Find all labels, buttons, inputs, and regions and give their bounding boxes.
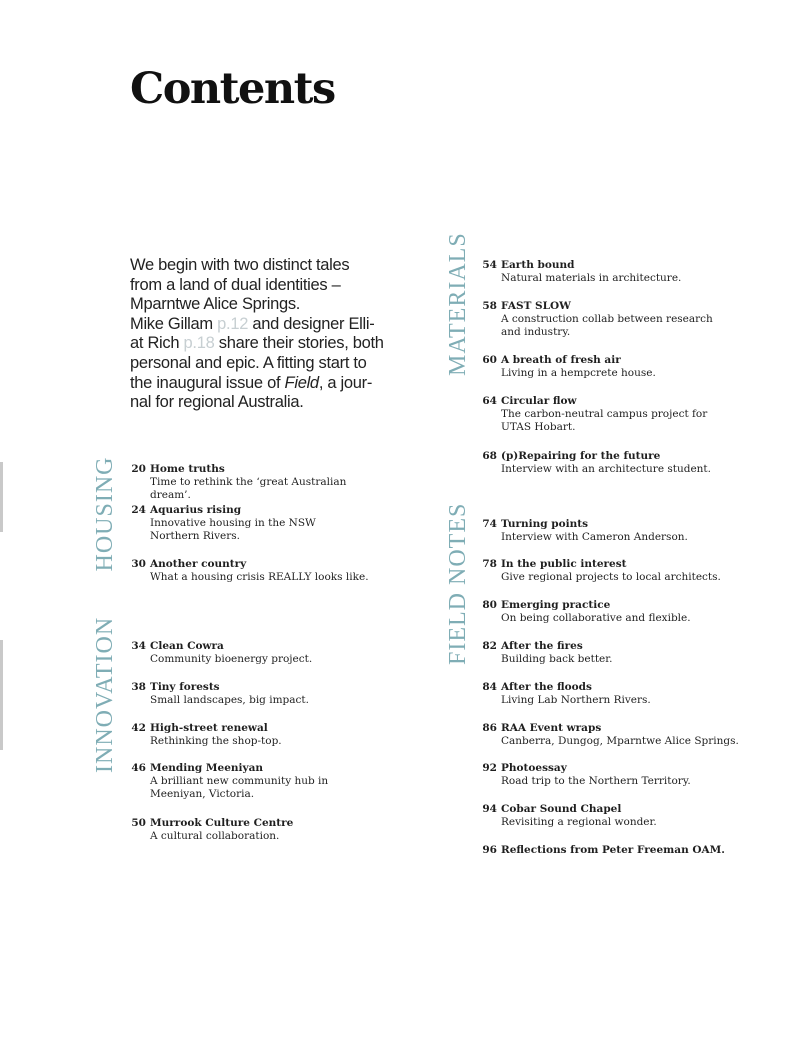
entry-page-number: 86 bbox=[482, 722, 497, 734]
entry-page-number: 58 bbox=[482, 300, 497, 312]
entry-description: What a housing crisis REALLY looks like. bbox=[150, 571, 369, 583]
entry-description: A brilliant new community hub in Meeniyan, Victoria. bbox=[150, 775, 329, 800]
entry-page-number: 54 bbox=[482, 259, 497, 271]
entry-title: In the public interest bbox=[501, 558, 627, 570]
journal-name: Field bbox=[284, 373, 319, 392]
entry-title: Turning points bbox=[501, 518, 588, 530]
toc-entry[interactable] bbox=[126, 504, 396, 544]
entry-description: Innovative housing in the NSW Northern Rivers. bbox=[150, 517, 316, 542]
entry-description: A construction collab between research and industry. bbox=[501, 313, 713, 338]
toc-entry[interactable] bbox=[477, 599, 757, 627]
entry-title: High-street renewal bbox=[150, 722, 268, 734]
entry-page-number: 20 bbox=[131, 463, 146, 475]
toc-entry[interactable] bbox=[477, 395, 757, 435]
entry-title: Earth bound bbox=[501, 259, 575, 271]
section-label-housing: HOUSING bbox=[92, 456, 118, 572]
entry-description: Revisiting a regional wonder. bbox=[501, 816, 657, 828]
toc-entry[interactable] bbox=[477, 300, 757, 340]
entry-description: Road trip to the Northern Territory. bbox=[501, 775, 691, 787]
section-label-materials: MATERIALS bbox=[445, 232, 471, 376]
toc-entry[interactable] bbox=[477, 354, 757, 382]
toc-entry[interactable] bbox=[126, 681, 396, 709]
toc-entry[interactable] bbox=[477, 640, 757, 668]
entry-description: A cultural collaboration. bbox=[150, 830, 280, 842]
entry-title: RAA Event wraps bbox=[501, 722, 602, 734]
entry-title: Murrook Culture Centre bbox=[150, 817, 294, 829]
entry-description: Give regional projects to local architects. bbox=[501, 571, 721, 583]
entry-description: Rethinking the shop-top. bbox=[150, 735, 282, 747]
section-label-field-notes: FIELD NOTES bbox=[445, 502, 471, 665]
entry-title: Aquarius rising bbox=[150, 504, 242, 516]
toc-entry[interactable] bbox=[126, 762, 396, 802]
entry-title: After the floods bbox=[501, 681, 592, 693]
intro-line: Mparntwe Alice Springs. bbox=[130, 295, 301, 314]
toc-entry[interactable] bbox=[477, 722, 757, 750]
toc-entry[interactable] bbox=[126, 558, 396, 586]
entry-title: Cobar Sound Chapel bbox=[501, 803, 622, 815]
entry-title: Reflections from Peter Freeman OAM. bbox=[501, 844, 725, 856]
entry-page-number: 84 bbox=[482, 681, 497, 693]
intro-line: We begin with two distinct tales bbox=[130, 256, 350, 274]
entry-page-number: 24 bbox=[131, 504, 146, 516]
intro-line: nal for regional Australia. bbox=[130, 393, 304, 412]
toc-entry[interactable] bbox=[477, 558, 757, 586]
section-label-innovation: INNOVATION bbox=[92, 616, 118, 773]
entry-title: Another country bbox=[150, 558, 247, 570]
intro-line: Mike Gillam p.12 and designer Elli- bbox=[130, 314, 375, 333]
entry-description: Interview with Cameron Anderson. bbox=[501, 531, 688, 543]
page-edge-mark bbox=[0, 462, 3, 532]
entry-page-number: 82 bbox=[482, 640, 497, 652]
entry-title: (p)Repairing for the future bbox=[501, 450, 661, 462]
toc-entry[interactable] bbox=[477, 450, 757, 478]
entry-title: Photoessay bbox=[501, 762, 567, 774]
page-title: Contents bbox=[130, 64, 335, 114]
entry-description: Interview with an architecture student. bbox=[501, 463, 711, 475]
toc-entry[interactable] bbox=[477, 844, 757, 860]
entry-title: Circular flow bbox=[501, 395, 577, 407]
entry-description: Natural materials in architecture. bbox=[501, 272, 682, 284]
entry-title: Home truths bbox=[150, 463, 225, 475]
entry-page-number: 50 bbox=[131, 817, 146, 829]
intro-line: personal and epic. A fitting start to bbox=[130, 353, 367, 372]
entry-title: Clean Cowra bbox=[150, 640, 224, 652]
entry-description: Small landscapes, big impact. bbox=[150, 694, 309, 706]
page-ref[interactable]: p.12 bbox=[217, 314, 249, 333]
toc-entry[interactable] bbox=[477, 803, 757, 831]
page-ref[interactable]: p.18 bbox=[183, 334, 215, 353]
intro-line: the inaugural issue of Field, a jour- bbox=[130, 373, 373, 392]
intro-line: at Rich p.18 share their stories, both bbox=[130, 334, 384, 353]
entry-page-number: 94 bbox=[482, 803, 497, 815]
toc-entry[interactable] bbox=[126, 722, 396, 750]
toc-entry[interactable] bbox=[126, 463, 396, 501]
toc-entry[interactable] bbox=[477, 518, 757, 546]
entry-page-number: 96 bbox=[482, 844, 497, 856]
entry-description: Canberra, Dungog, Mparntwe Alice Springs. bbox=[501, 735, 739, 747]
page-edge-mark bbox=[0, 640, 3, 750]
entry-description: Building back better. bbox=[501, 653, 613, 665]
entry-page-number: 80 bbox=[482, 599, 497, 611]
entry-description: Community bioenergy project. bbox=[150, 653, 313, 665]
toc-entry[interactable] bbox=[126, 817, 396, 845]
entry-page-number: 78 bbox=[482, 558, 497, 570]
entry-description: On being collaborative and flexible. bbox=[501, 612, 691, 624]
toc-entry[interactable] bbox=[126, 640, 396, 668]
entry-page-number: 38 bbox=[131, 681, 146, 693]
entry-page-number: 92 bbox=[482, 762, 497, 774]
entry-title: Tiny forests bbox=[150, 681, 220, 693]
toc-entry[interactable] bbox=[477, 762, 757, 790]
entry-title: Emerging practice bbox=[501, 599, 611, 611]
entry-page-number: 30 bbox=[131, 558, 146, 570]
entry-page-number: 46 bbox=[131, 762, 146, 774]
entry-title: Mending Meeniyan bbox=[150, 762, 264, 774]
toc-entry[interactable] bbox=[477, 259, 757, 287]
entry-page-number: 34 bbox=[131, 640, 146, 652]
entry-description: The carbon-neutral campus project for UTAS Hobart. bbox=[501, 408, 708, 433]
entry-title: After the fires bbox=[501, 640, 583, 652]
entry-page-number: 74 bbox=[482, 518, 497, 530]
entry-description: Time to rethink the ‘great Australian dream’. bbox=[150, 476, 347, 501]
intro-paragraph bbox=[130, 256, 405, 413]
entry-title: FAST SLOW bbox=[501, 300, 571, 312]
entry-page-number: 60 bbox=[482, 354, 497, 366]
intro-line: from a land of dual identities – bbox=[130, 275, 341, 294]
toc-entry[interactable] bbox=[477, 681, 757, 709]
entry-description: Living in a hempcrete house. bbox=[501, 367, 656, 379]
entry-page-number: 68 bbox=[482, 450, 497, 462]
entry-description: Living Lab Northern Rivers. bbox=[501, 694, 651, 706]
entry-page-number: 64 bbox=[482, 395, 497, 407]
entry-page-number: 42 bbox=[131, 722, 146, 734]
entry-title: A breath of fresh air bbox=[501, 354, 621, 366]
